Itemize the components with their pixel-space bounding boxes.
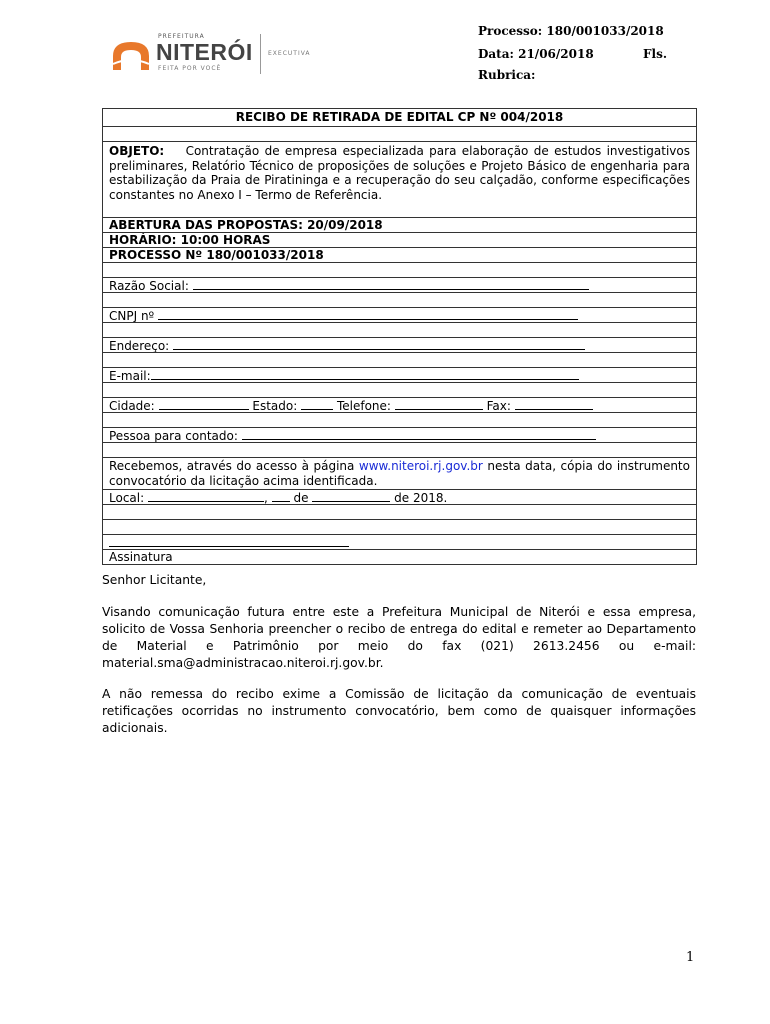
pessoa-field[interactable]	[242, 428, 596, 440]
cidade-field[interactable]	[159, 398, 249, 410]
endereco-label: Endereço:	[109, 339, 170, 352]
form-title: RECIBO DE RETIRADA DE EDITAL CP Nº 004/2018	[235, 110, 564, 124]
logo-top-text: PREFEITURA	[158, 33, 205, 40]
logo-sub-text: FEITA POR VOCÊ	[158, 65, 222, 72]
form-spacer	[103, 412, 696, 427]
de2-label: de 2018.	[394, 491, 448, 504]
form-local-row	[103, 489, 696, 504]
estado-field[interactable]	[301, 398, 333, 410]
signature-field[interactable]	[109, 535, 349, 547]
estado-label: Estado:	[252, 399, 298, 412]
form-assinatura-row: Assinatura	[103, 549, 696, 564]
header-rubrica: Rubrica:	[478, 68, 536, 82]
form-spacer	[103, 292, 696, 307]
form-spacer	[103, 382, 696, 397]
cidade-label: Cidade:	[109, 399, 155, 412]
form-signature-line-row	[103, 534, 696, 549]
form-horario: HORÁRIO: 10:00 HORAS	[103, 232, 696, 247]
form-recebemos	[103, 457, 696, 489]
objeto-text: Contratação de empresa especializada para elaboração de estudos investigativos preliminares, Relatório Técnico de proposições de soluções e Projeto Básico de engenharia para estabilização da Praia de Piratininga e a recuperação do seu calçadão, conforme especificações constantes no Anexo I – Termo de Referência.	[109, 144, 690, 202]
de1-label: de	[293, 491, 309, 504]
form-spacer	[103, 352, 696, 367]
endereco-field[interactable]	[173, 338, 585, 350]
recebemos-pre: Recebemos, através do acesso à página	[109, 459, 355, 473]
form-spacer	[103, 262, 696, 277]
paragraph-2: A não remessa do recibo exime a Comissão de licitação da comunicação de eventuais retificações ocorridas no instrumento convocatório, bem como de quaisquer informações adicionais.	[102, 687, 696, 735]
telefone-label: Telefone:	[336, 399, 391, 412]
header-processo: Processo: 180/001033/2018	[478, 24, 664, 38]
cnpj-field[interactable]	[158, 308, 578, 320]
receipt-form	[102, 108, 697, 565]
cnpj-label: CNPJ nº	[109, 309, 155, 322]
form-pessoa-row	[103, 427, 696, 442]
logo-main-text: NITERÓI	[156, 39, 253, 65]
fax-field[interactable]	[515, 398, 593, 410]
form-processo: PROCESSO Nº 180/001033/2018	[103, 247, 696, 262]
razao-social-field[interactable]	[193, 278, 589, 290]
form-spacer	[103, 519, 696, 534]
header-fls: Fls.	[643, 47, 668, 61]
form-spacer	[103, 442, 696, 457]
form-endereco-row	[103, 337, 696, 352]
logo-exec-text: EXECUTIVA	[268, 50, 311, 57]
telefone-field[interactable]	[395, 398, 483, 410]
form-cnpj-row	[103, 307, 696, 322]
niteroi-link[interactable]: www.niteroi.rj.gov.br	[358, 459, 483, 473]
paragraph-1: Visando comunicação futura entre este a Prefeitura Municipal de Niterói e essa empresa, solicito de Vossa Senhoria preencher o recibo de entrega do edital e remeter ao Departamento de Material e Patrimônio por meio do fax (021) 2613.2456 ou e-mail: material.sma@administracao.niteroi.rj.gov.br.	[102, 605, 696, 670]
prefeitura-logo	[110, 32, 320, 76]
header-data: Data: 21/06/2018	[478, 47, 594, 61]
month-field[interactable]	[312, 490, 390, 502]
fax-label: Fax:	[486, 399, 511, 412]
pessoa-label: Pessoa para contado:	[109, 429, 238, 442]
local-comma: ,	[263, 491, 268, 504]
local-label: Local:	[109, 491, 145, 504]
razao-social-label: Razão Social:	[109, 279, 189, 292]
form-spacer	[103, 504, 696, 519]
form-email-row	[103, 367, 696, 382]
salutation: Senhor Licitante,	[102, 573, 207, 587]
day-field[interactable]	[272, 490, 290, 502]
form-spacer	[103, 126, 696, 141]
form-abertura: ABERTURA DAS PROPOSTAS: 20/09/2018	[103, 217, 696, 232]
logo-divider	[260, 34, 261, 74]
local-field[interactable]	[148, 490, 264, 502]
email-label: E-mail:	[109, 369, 151, 382]
form-cidade-row	[103, 397, 696, 412]
logo-arch-icon	[110, 36, 152, 72]
form-objeto	[103, 141, 696, 217]
objeto-label: OBJETO:	[109, 144, 165, 158]
email-field[interactable]	[151, 368, 579, 380]
form-razao-social-row	[103, 277, 696, 292]
form-spacer	[103, 322, 696, 337]
recebemos-post: nesta data, cópia do instrumento convocatório da licitação acima identificada.	[109, 459, 690, 488]
page-number: 1	[686, 950, 695, 965]
